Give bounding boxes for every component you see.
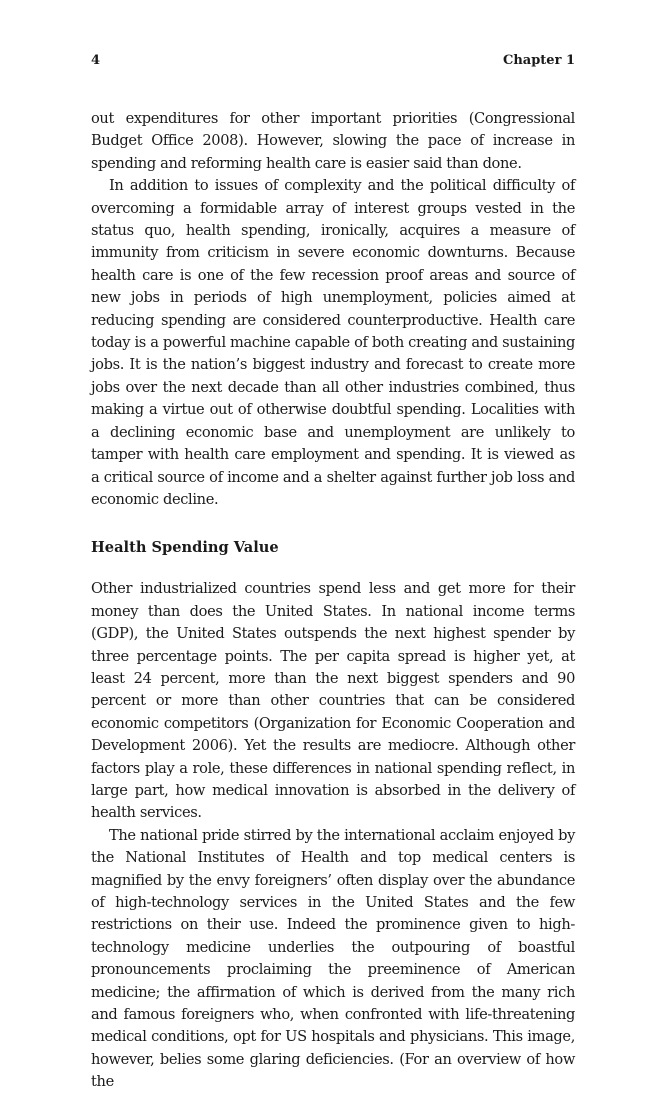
page-number: 4 [91, 53, 101, 68]
paragraph-2: In addition to issues of complexity and the political difficulty of overcoming a formidable array of interest groups vested in the status quo, health spending, ironically, acquires a measure of immunity from criticism in severe economic downturns. Because health care is one of the few recession proof areas and source of new jobs in periods of high unemployment, policies aimed at reducing spending are considered counterproductive. Health care today is a powerful machine capable of both creating and sustaining jobs. It is the nation’s biggest industry and forecast to create more jobs over the next decade than all other industries combined, thus making a virtue out of otherwise doubtful spending. Localities with a declining economic base and unemployment are unlikely to tamper with health care employment and spending. It is viewed as a critical source of income and a shelter against further job loss and economic decline. [91, 177, 576, 508]
paragraph-4: The national pride stirred by the international acclaim enjoyed by the National Institutes of Health and top medical centers is magnified by the envy foreigners’ often display over the abundance of high-technology services in the United States and the few restrictions on their use. Indeed the prominence given to high-technology medicine underlies the outpouring of boastful pronouncements proclaiming the preeminence of American medicine; the affirmation of which is derived from the many rich and famous foreigners who, when confronted with life-threatening medical conditions, opt for US hospitals and physicians. This image, however, belies some glaring deficiencies. (For an overview of how the [91, 826, 575, 1091]
body-text [91, 108, 575, 1094]
paragraph-1: out expenditures for other important priorities (Congressional Budget Office 2008). However, slowing the pace of increase in spending and reforming health care is easier said than done. [91, 110, 575, 172]
section-heading: Health Spending Value [91, 539, 279, 557]
paragraph-3: Other industrialized countries spend less and get more for their money than does the United States. In national income terms (GDP), the United States outspends the next highest spender by three percentage points. The per capita spread is higher yet, at least 24 percent, more than the next biggest spenders and 90 percent or more than other countries that can be considered economic competitors (Organization for Economic Cooperation and Development 2006). Yet the results are mediocre. Although other factors play a role, these differences in national spending reflect, in large part, how medical innovation is absorbed in the delivery of health services. [91, 580, 575, 822]
chapter-label: Chapter 1 [502, 53, 575, 68]
